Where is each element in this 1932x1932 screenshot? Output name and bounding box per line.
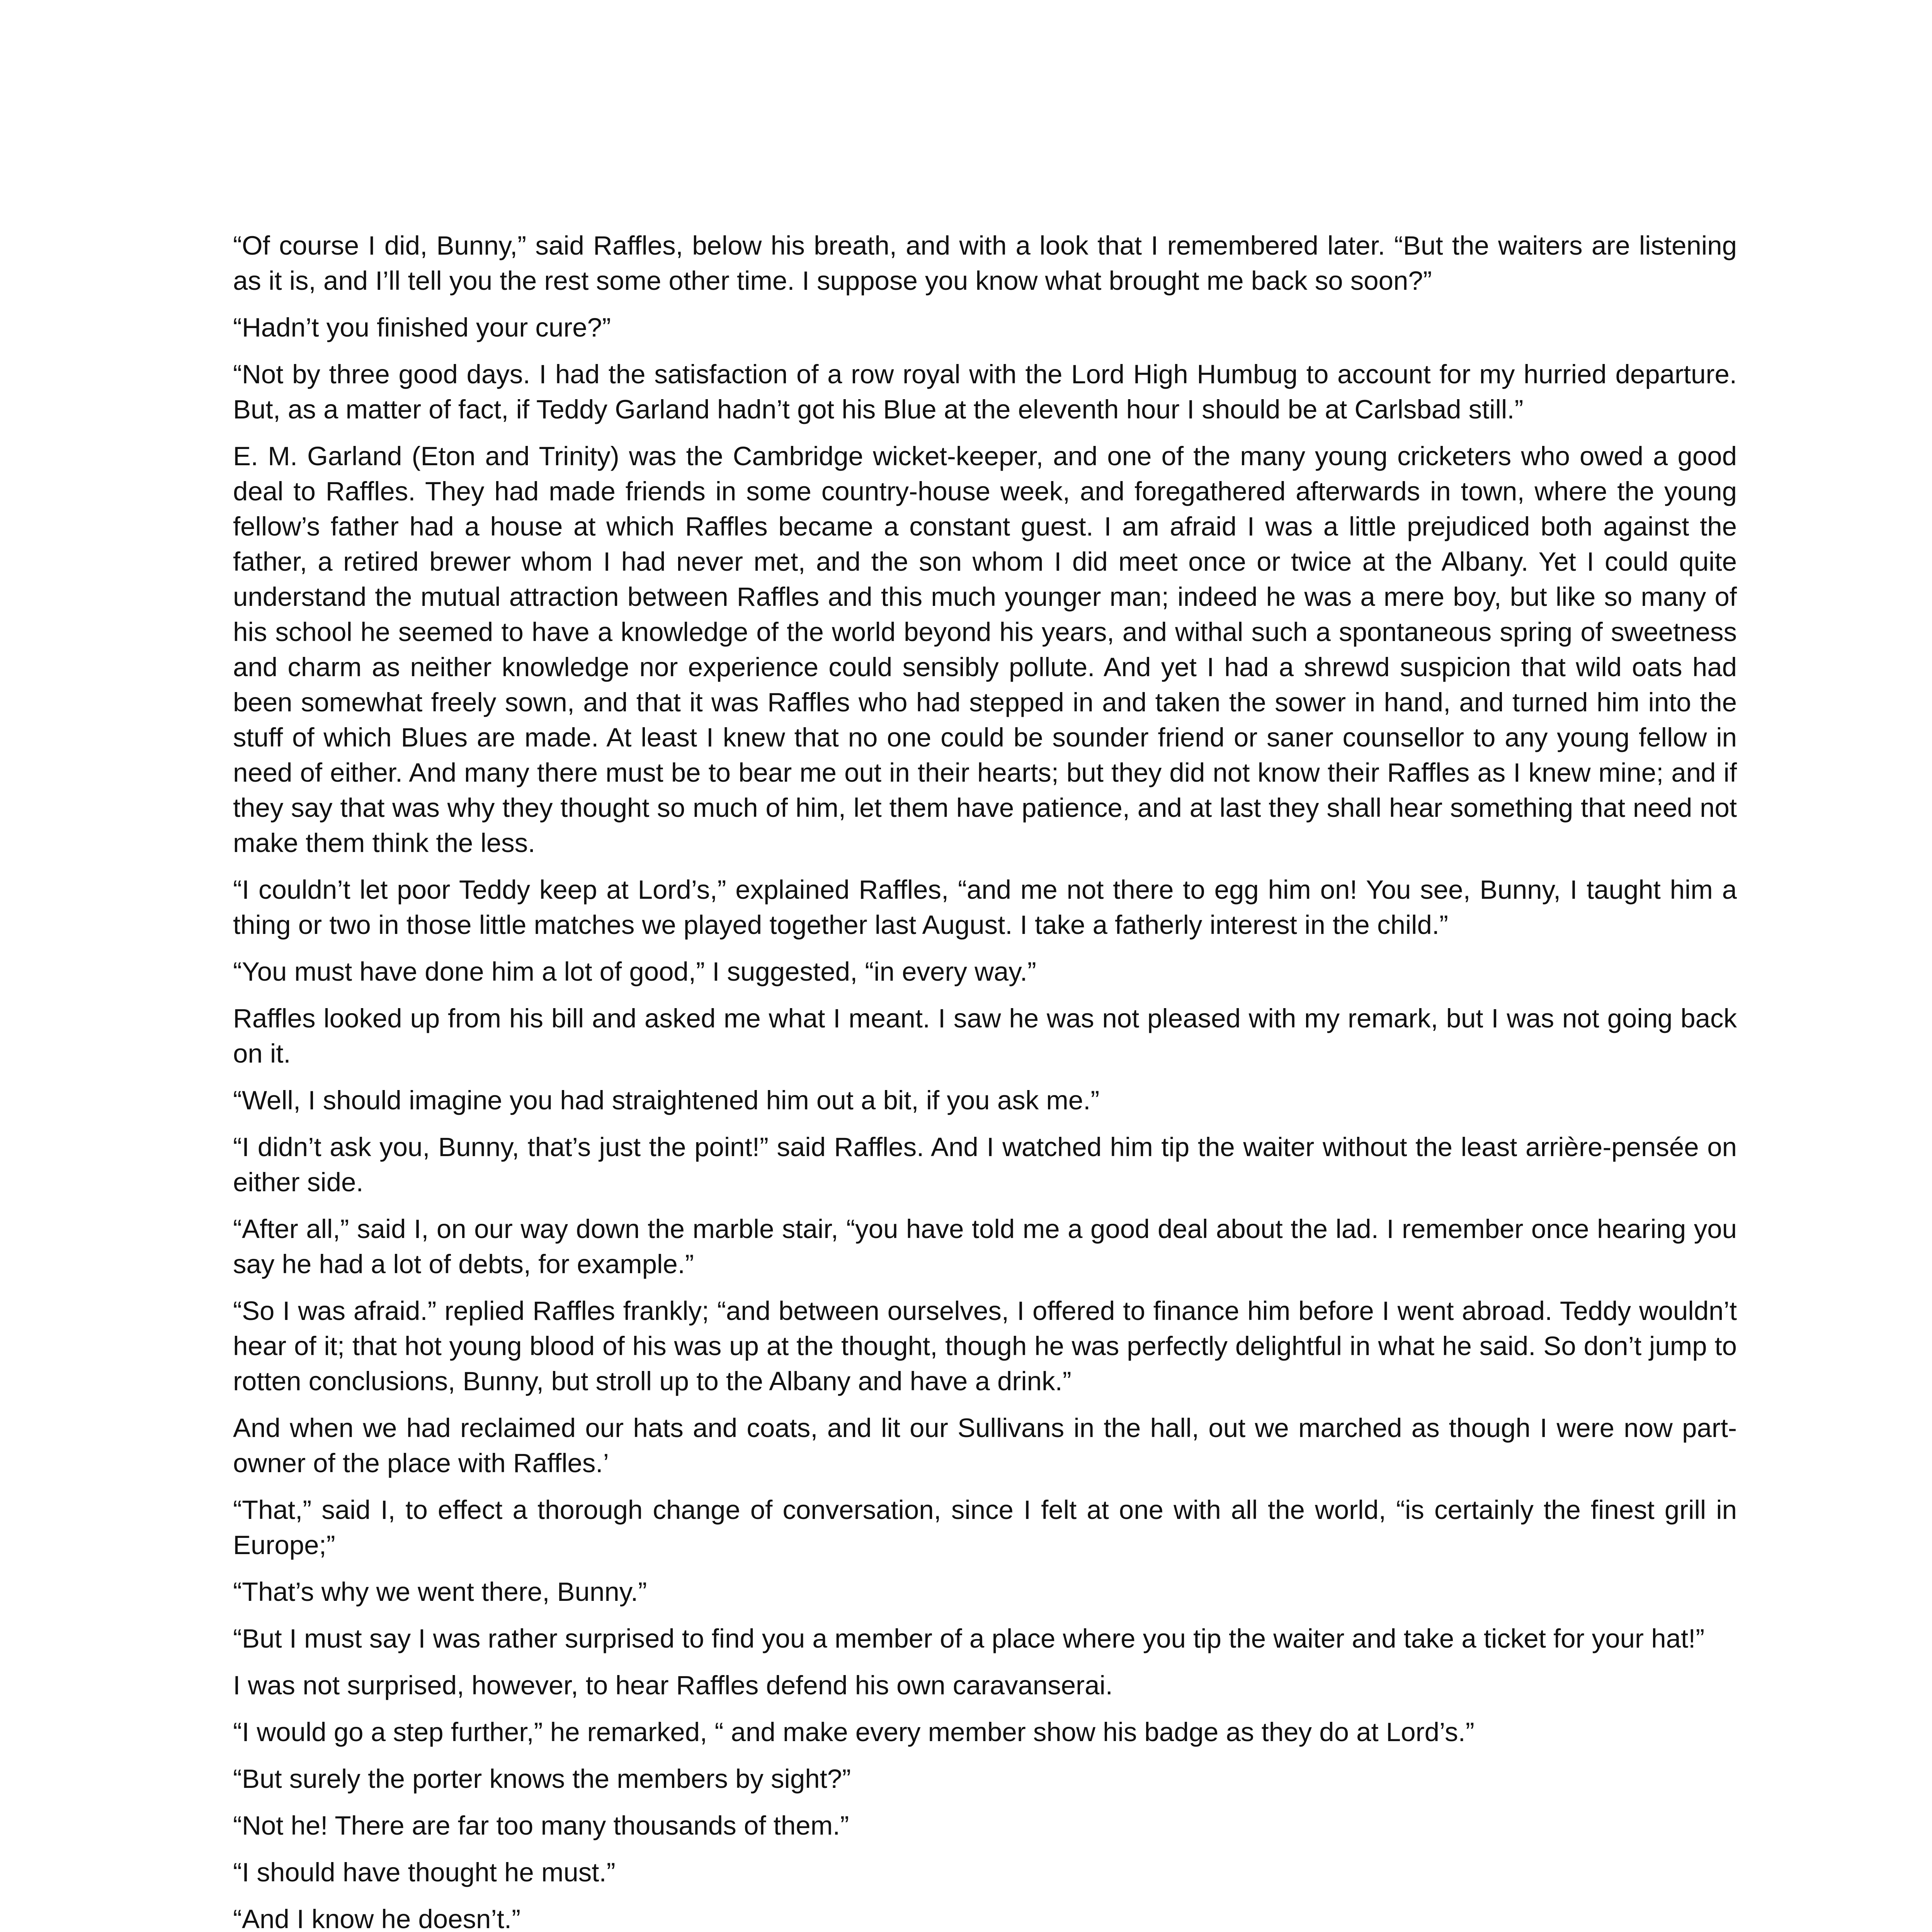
paragraph: “But I must say I was rather surprised to find you a member of a place where you tip the waiter and take a ticket for your hat!” xyxy=(233,1624,1705,1653)
story-text xyxy=(233,228,1737,1932)
paragraph: “That’s why we went there, Bunny.” xyxy=(233,1577,647,1607)
paragraph: “But surely the porter knows the members by sight?” xyxy=(233,1764,851,1794)
paragraph: I was not surprised, however, to hear Raffles defend his own caravanserai. xyxy=(233,1670,1113,1700)
paragraph: And when we had reclaimed our hats and coats, and lit our Sullivans in the hall, out we marched as though I were now part-owner of the place with Raffles.’ xyxy=(233,1413,1737,1478)
paragraph: “Not by three good days. I had the satisfaction of a row royal with the Lord High Humbug to account for my hurried departure. But, as a matter of fact, if Teddy Garland hadn’t got his Blue at the eleventh hour I should be at Carlsbad still.” xyxy=(233,359,1737,424)
paragraph: “Well, I should imagine you had straightened him out a bit, if you ask me.” xyxy=(233,1085,1100,1115)
paragraph: “So I was afraid.” replied Raffles frankly; “and between ourselves, I offered to finance him before I went abroad. Teddy wouldn’t hear of it; that hot young blood of his was up at the thought, though he was perfectly delightful in what he said. So don’t jump to rotten conclusions, Bunny, but stroll up to the Albany and have a drink.” xyxy=(233,1296,1737,1396)
paragraph: “I should have thought he must.” xyxy=(233,1857,616,1887)
paragraph: “And I know he doesn’t.” xyxy=(233,1904,521,1932)
paragraph: “That,” said I, to effect a thorough change of conversation, since I felt at one with all the world, “is certainly the finest grill in Europe;” xyxy=(233,1495,1737,1560)
paragraph: “Not he! There are far too many thousands of them.” xyxy=(233,1811,849,1840)
paragraph: “I couldn’t let poor Teddy keep at Lord’s,” explained Raffles, “and me not there to egg him on! You see, Bunny, I taught him a thing or two in those little matches we played together last August. I take a fatherly interest in the child.” xyxy=(233,875,1737,940)
paragraph: E. M. Garland (Eton and Trinity) was the Cambridge wicket-keeper, and one of the many young cricketers who owed a good deal to Raffles. They had made friends in some country-house week, and foregathered afterwards in town, where the young fellow’s father had a house at which Raffles became a constant guest. I am afraid I was a little prejudiced both against the father, a retired brewer whom I had never met, and the son whom I did meet once or twice at the Albany. Yet I could quite understand the mutual attraction between Raffles and this much younger man; indeed he was a mere boy, but like so many of his school he seemed to have a knowledge of the world beyond his years, and withal such a spontaneous spring of sweetness and charm as neither knowledge nor experience could sensibly pollute. And yet I had a shrewd suspicion that wild oats had been somewhat freely sown, and that it was Raffles who had stepped in and taken the sower in hand, and turned him into the stuff of which Blues are made. At least I knew that no one could be sounder friend or saner counsellor to any young fellow in need of either. And many there must be to bear me out in their hearts; but they did not know their Raffles as I knew mine; and if they say that was why they thought so much of him, let them have patience, and at last they shall hear something that need not make them think the less. xyxy=(233,441,1737,858)
paragraph: Raffles looked up from his bill and asked me what I meant. I saw he was not pleased with my remark, but I was not going back on it. xyxy=(233,1003,1737,1068)
paragraph: “After all,” said I, on our way down the marble stair, “you have told me a good deal about the lad. I remember once hearing you say he had a lot of debts, for example.” xyxy=(233,1214,1737,1279)
paragraph: “Hadn’t you finished your cure?” xyxy=(233,313,611,342)
paragraph: “Of course I did, Bunny,” said Raffles, below his breath, and with a look that I remembered later. “But the waiters are listening as it is, and I’ll tell you the rest some other time. I suppose you know what brought me back so soon?” xyxy=(233,231,1737,296)
paragraph: “I didn’t ask you, Bunny, that’s just the point!” said Raffles. And I watched him tip the waiter without the least arrière-pensée on either side. xyxy=(233,1132,1737,1197)
paragraph: “I would go a step further,” he remarked, “ and make every member show his badge as they do at Lord’s.” xyxy=(233,1717,1475,1747)
paragraph: “You must have done him a lot of good,” I suggested, “in every way.” xyxy=(233,957,1036,986)
